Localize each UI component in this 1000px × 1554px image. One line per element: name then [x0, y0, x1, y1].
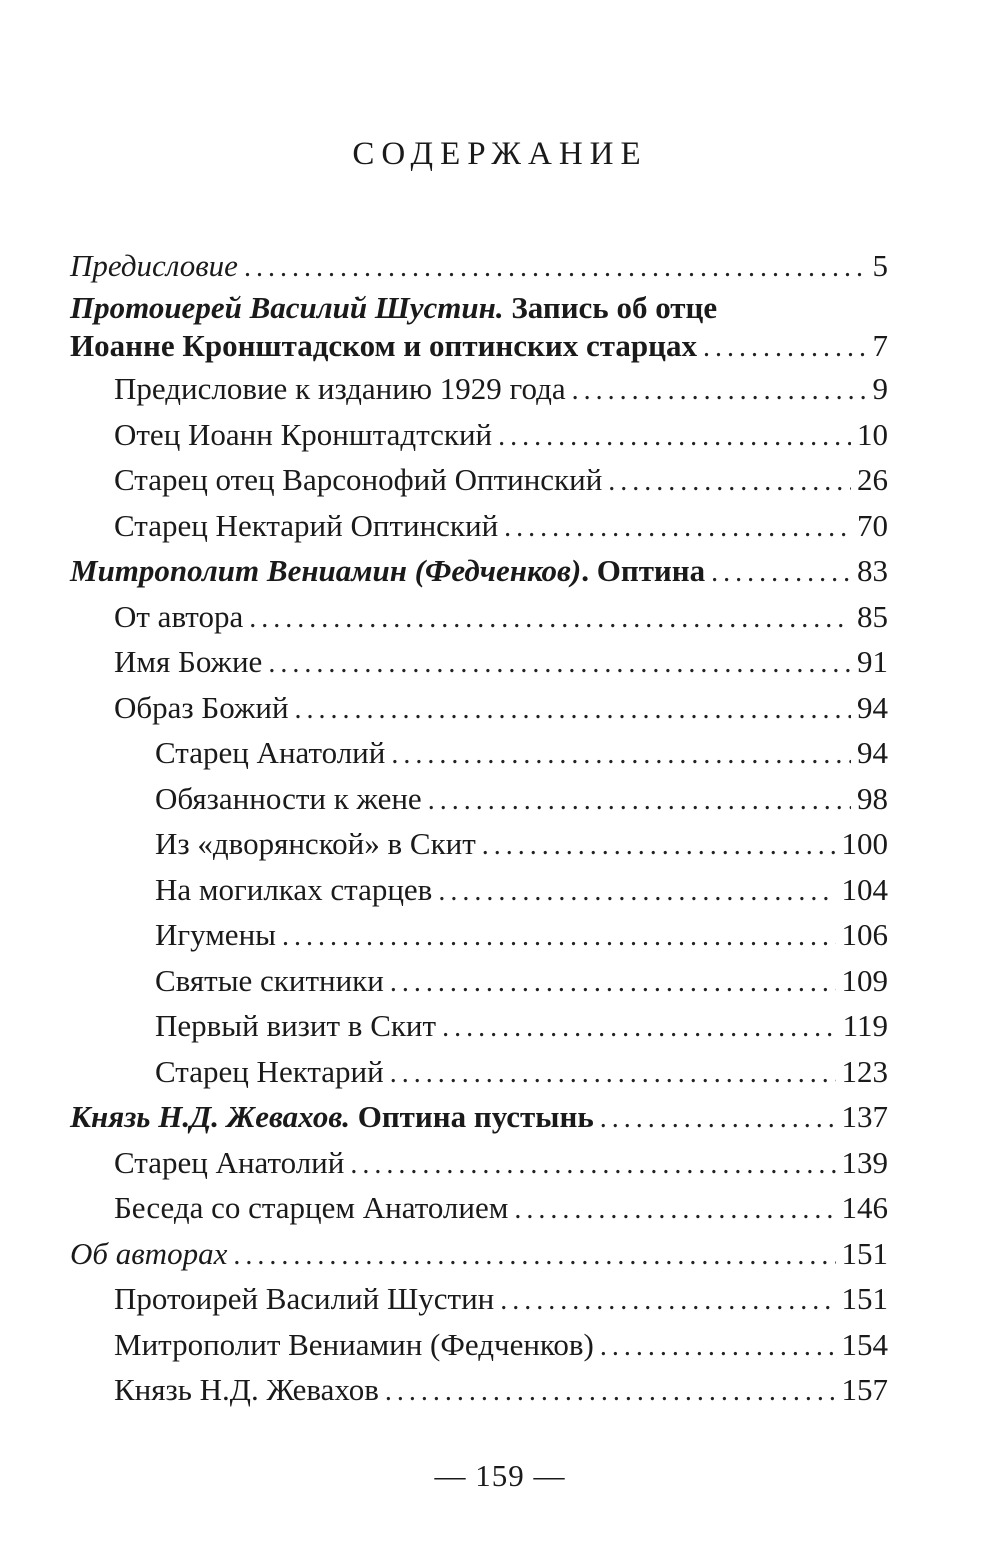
toc-entry [70, 1231, 888, 1277]
entry-title-part: Образ Божий [114, 689, 289, 725]
toc-entry [70, 242, 888, 290]
dot-leader [233, 1233, 835, 1279]
dot-leader [500, 1278, 835, 1324]
dot-leader [428, 778, 851, 824]
entry-title [114, 1276, 494, 1322]
dot-leader [703, 328, 867, 368]
dot-leader [711, 550, 851, 596]
dot-leader [390, 1051, 836, 1097]
entry-title-part: Об авторах [70, 1235, 228, 1271]
entry-page-number: 123 [841, 1053, 888, 1089]
dot-leader [268, 641, 851, 687]
dot-leader [504, 505, 851, 551]
entry-page-number: 94 [857, 735, 888, 770]
toc-entry [70, 1185, 888, 1231]
toc-entry [70, 594, 888, 640]
entry-title-part: Обязанности к жене [155, 780, 422, 816]
entry-title-part: Протоирей Василий Шустин [114, 1281, 495, 1316]
dot-leader [295, 687, 851, 733]
toc-entry [70, 412, 888, 458]
toc-entry [70, 821, 888, 867]
entry-title-part: Отец Иоанн Кронштадтский [114, 416, 493, 452]
entry-page-number: 137 [841, 1099, 888, 1134]
toc-entry [70, 867, 888, 913]
entry-page-number: 26 [857, 462, 888, 497]
entry-page-number: 7 [872, 328, 888, 363]
entry-page-number: 10 [857, 416, 888, 452]
toc-entry [70, 326, 888, 366]
entry-page-number: 157 [841, 1372, 888, 1407]
entry-title [155, 867, 432, 913]
entry-page-number: 119 [842, 1008, 888, 1043]
toc-entry [70, 1140, 888, 1186]
entry-title-part: Предисловие [70, 248, 238, 283]
entry-page-number: 151 [841, 1235, 888, 1271]
dot-leader [385, 1369, 836, 1415]
toc-entry [70, 457, 888, 503]
entry-title [70, 1231, 227, 1277]
toc-entry [70, 685, 888, 731]
entry-page-number: 91 [857, 644, 888, 679]
entry-title [155, 776, 422, 822]
toc-entry [70, 639, 888, 685]
dot-leader [498, 414, 851, 460]
toc-entry-multiline [70, 290, 888, 366]
entry-title-part: Старец Нектарий [155, 1053, 384, 1089]
entry-title-part: Из «дворянской» в Скит [155, 826, 476, 861]
entry-page-number: 109 [841, 962, 888, 998]
entry-title [155, 730, 385, 776]
toc-entry [70, 912, 888, 958]
toc-entry [70, 1322, 888, 1368]
entry-title-part: Имя Божие [114, 644, 263, 679]
dot-leader [482, 823, 836, 869]
toc-entry [70, 548, 888, 594]
entry-title [70, 548, 705, 594]
entry-title-line [70, 290, 888, 326]
entry-title [114, 639, 262, 685]
entry-title-part: Первый визит в Скит [155, 1008, 437, 1043]
entry-page-number: 154 [841, 1326, 888, 1362]
entry-page-number: 85 [857, 598, 888, 634]
entry-page-number: 146 [841, 1190, 888, 1225]
entry-title-part: Запись об отце [503, 290, 718, 325]
entry-title-part: Игумены [155, 917, 276, 952]
dot-leader [438, 869, 835, 915]
page-number: — 159 — [434, 1458, 566, 1493]
entry-title [70, 326, 697, 366]
entry-page-number: 94 [857, 689, 888, 725]
dot-leader [282, 914, 836, 960]
toc-entry [70, 1367, 888, 1413]
toc-entry [70, 776, 888, 822]
entry-title-part: Митрополит Вениамин (Федченков) [114, 1326, 594, 1362]
dot-leader [244, 244, 867, 292]
entry-page-number: 151 [841, 1281, 888, 1316]
entry-title [114, 457, 602, 503]
entry-title [114, 1322, 594, 1368]
dot-leader [249, 596, 851, 642]
entry-title-part: Святые скитники [155, 962, 384, 998]
toc-entry [70, 730, 888, 776]
entry-page-number: 139 [841, 1144, 888, 1180]
entry-title [155, 912, 276, 958]
entry-title-part: Предисловие к изданию 1929 года [114, 371, 566, 406]
table-of-contents [70, 242, 888, 1413]
entry-page-number: 9 [872, 371, 888, 406]
entry-title-part: Митрополит Вениамин (Федченков) [70, 553, 582, 588]
entry-title-part: Протоиерей Василий Шустин. [70, 290, 504, 325]
entry-page-number: 100 [841, 826, 888, 861]
entry-page-number: 5 [872, 248, 888, 283]
entry-title-part: От автора [114, 598, 244, 634]
entry-page-number: 83 [857, 553, 888, 588]
entry-title-part: Старец Анатолий [114, 1144, 345, 1180]
entry-title-part: Беседа со старцем Анатолием [114, 1190, 509, 1225]
entry-page-number: 106 [841, 917, 888, 952]
entry-title [114, 412, 492, 458]
entry-title [114, 503, 498, 549]
toc-entry [70, 1049, 888, 1095]
entry-title [114, 366, 566, 412]
entry-title [114, 685, 289, 731]
toc-entry [70, 1094, 888, 1140]
entry-title [114, 594, 243, 640]
toc-entry [70, 366, 888, 412]
dot-leader [600, 1096, 836, 1142]
entry-title-part: . Оптина [581, 553, 706, 588]
dot-leader [391, 732, 851, 778]
toc-entry [70, 958, 888, 1004]
page-title: СОДЕРЖАНИЕ [352, 136, 648, 172]
entry-title [114, 1185, 508, 1231]
entry-title [70, 1094, 594, 1140]
entry-page-number: 98 [857, 780, 888, 816]
entry-title [155, 958, 384, 1004]
toc-entry [70, 503, 888, 549]
entry-title-part: Старец Анатолий [155, 735, 386, 770]
entry-title-part: Иоанне Кронштадском и оптинских старцах [70, 328, 697, 363]
entry-title-part: Князь Н.Д. Жевахов. [70, 1099, 350, 1134]
dot-leader [600, 1324, 836, 1370]
entry-title-part: Оптина пустынь [349, 1099, 594, 1134]
dot-leader [390, 960, 836, 1006]
entry-title [70, 242, 238, 290]
dot-leader [572, 368, 867, 414]
entry-title-part: Старец отец Варсонофий Оптинский [114, 462, 603, 497]
entry-title [155, 1049, 384, 1095]
entry-title [114, 1140, 344, 1186]
entry-title-part: Князь Н.Д. Жевахов [114, 1372, 379, 1407]
dot-leader [350, 1142, 835, 1188]
entry-title [155, 821, 476, 867]
toc-entry [70, 1276, 888, 1322]
entry-title [155, 1003, 436, 1049]
entry-title-part: На могилках старцев [155, 871, 433, 907]
entry-page-number: 104 [841, 871, 888, 907]
entry-page-number: 70 [857, 507, 888, 543]
toc-entry [70, 1003, 888, 1049]
entry-title-part: Старец Нектарий Оптинский [114, 507, 499, 543]
dot-leader [608, 459, 851, 505]
dot-leader [514, 1187, 835, 1233]
dot-leader [442, 1005, 837, 1051]
entry-title [114, 1367, 379, 1413]
